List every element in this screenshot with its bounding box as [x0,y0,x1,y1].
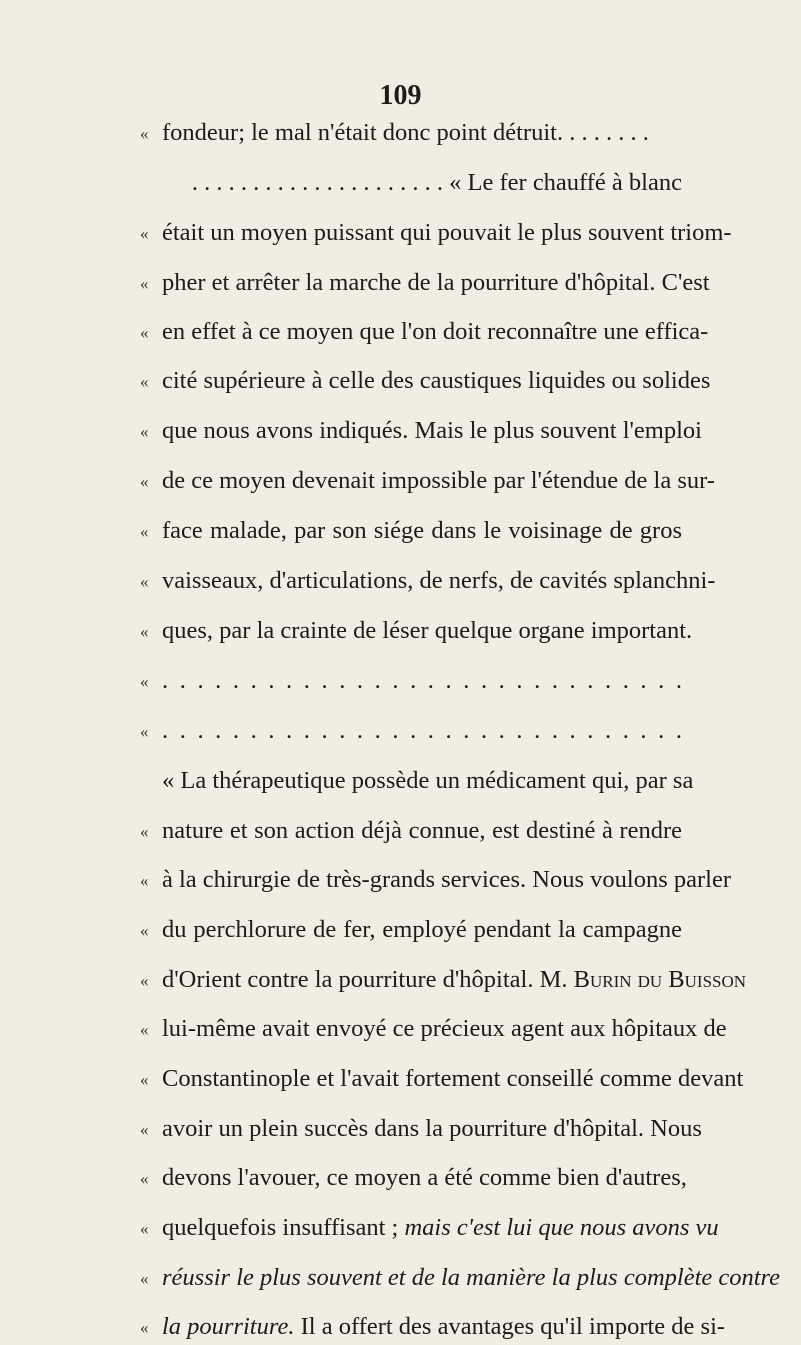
text-line-10: vaisseaux, d'articulations, de nerfs, de cavités splanchni- [162,567,716,594]
quote-mark: « [140,722,149,741]
quote-mark: « [140,1169,149,1188]
text-line-5: en effet à ce moyen que l'on doit reconnaître une effica- [162,318,709,345]
italic-segment: la pourriture. [162,1313,295,1340]
quote-mark: « [140,1318,149,1337]
text-line-14: « La thérapeutique possède un médicament qui, par sa [162,767,694,794]
text-line-22: devons l'avouer, ce moyen a été comme bien d'autres, [162,1164,687,1191]
text-line-3: était un moyen puissant qui pouvait le plus souvent triom- [162,219,732,246]
text-line-17: du perchlorure de fer, employé pendant la campagne [162,916,682,943]
text-line-18 [162,963,747,997]
quote-mark: « [140,822,149,841]
text-line-23 [162,1211,719,1245]
text-line-11: ques, par la crainte de léser quelque organe important. [162,617,693,644]
text-line-9: face malade, par son siége dans le voisinage de gros [162,517,682,544]
quote-mark: « [140,1020,149,1039]
italic-segment: mais c'est lui que nous avons vu [404,1214,719,1241]
quote-mark: « [140,572,149,591]
quote-mark: « [140,622,149,641]
quote-mark: « [140,224,149,243]
quote-mark: « [140,422,149,441]
quote-mark: « [140,522,149,541]
quote-mark: « [140,1219,149,1238]
text-line-2: . . . . . . . . . . . . . . . . . . . . . « Le fer chauffé à blanc [191,169,682,196]
text-segment: quelquefois insuffisant ; [162,1214,405,1241]
author-name: Burin du Buisson [573,966,747,993]
text-segment: d'Orient contre la pourriture d'hôpital. M. [162,966,574,993]
quote-mark: « [140,971,149,990]
text-line-7: que nous avons indiqués. Mais le plus souvent l'emploi [162,417,702,444]
quote-mark: « [140,1269,149,1288]
dotted-line-2: . . . . . . . . . . . . . . . . . . . . . . . . . . . . . . [162,717,682,744]
text-line-19: lui-même avait envoyé ce précieux agent aux hôpitaux de [162,1015,727,1042]
page-number: 109 [379,80,422,111]
quote-mark: « [140,921,149,940]
quote-mark: « [140,372,149,391]
quote-mark: « [140,323,149,342]
text-line-6: cité supérieure à celle des caustiques liquides ou solides [162,367,711,394]
text-line-1: fondeur; le mal n'était donc point détruit. . . . . . . . [162,119,649,146]
text-line-4: pher et arrêter la marche de la pourriture d'hôpital. C'est [162,269,710,296]
text-line-24 [162,1261,781,1295]
quote-mark: « [140,274,149,293]
dotted-line-1: . . . . . . . . . . . . . . . . . . . . . . . . . . . . . . [162,667,682,694]
quote-mark: « [140,124,149,143]
quote-mark: « [140,871,149,890]
quote-mark: « [140,472,149,491]
text-line-16: à la chirurgie de très-grands services. Nous voulons parler [162,866,731,893]
quote-mark: « [140,1070,149,1089]
italic-segment: réussir le plus souvent et de la manière la plus complète contre [162,1264,781,1291]
text-line-20: Constantinople et l'avait fortement conseillé comme devant [162,1065,744,1092]
text-line-21: avoir un plein succès dans la pourriture d'hôpital. Nous [162,1115,702,1142]
text-segment: Il a offert des avantages qu'il importe de si- [294,1313,726,1340]
text-line-25 [162,1310,726,1344]
text-line-15: nature et son action déjà connue, est destiné à rendre [162,817,682,844]
quote-mark: « [140,1120,149,1139]
quote-mark: « [140,672,149,691]
text-line-8: de ce moyen devenait impossible par l'étendue de la sur- [162,467,715,494]
